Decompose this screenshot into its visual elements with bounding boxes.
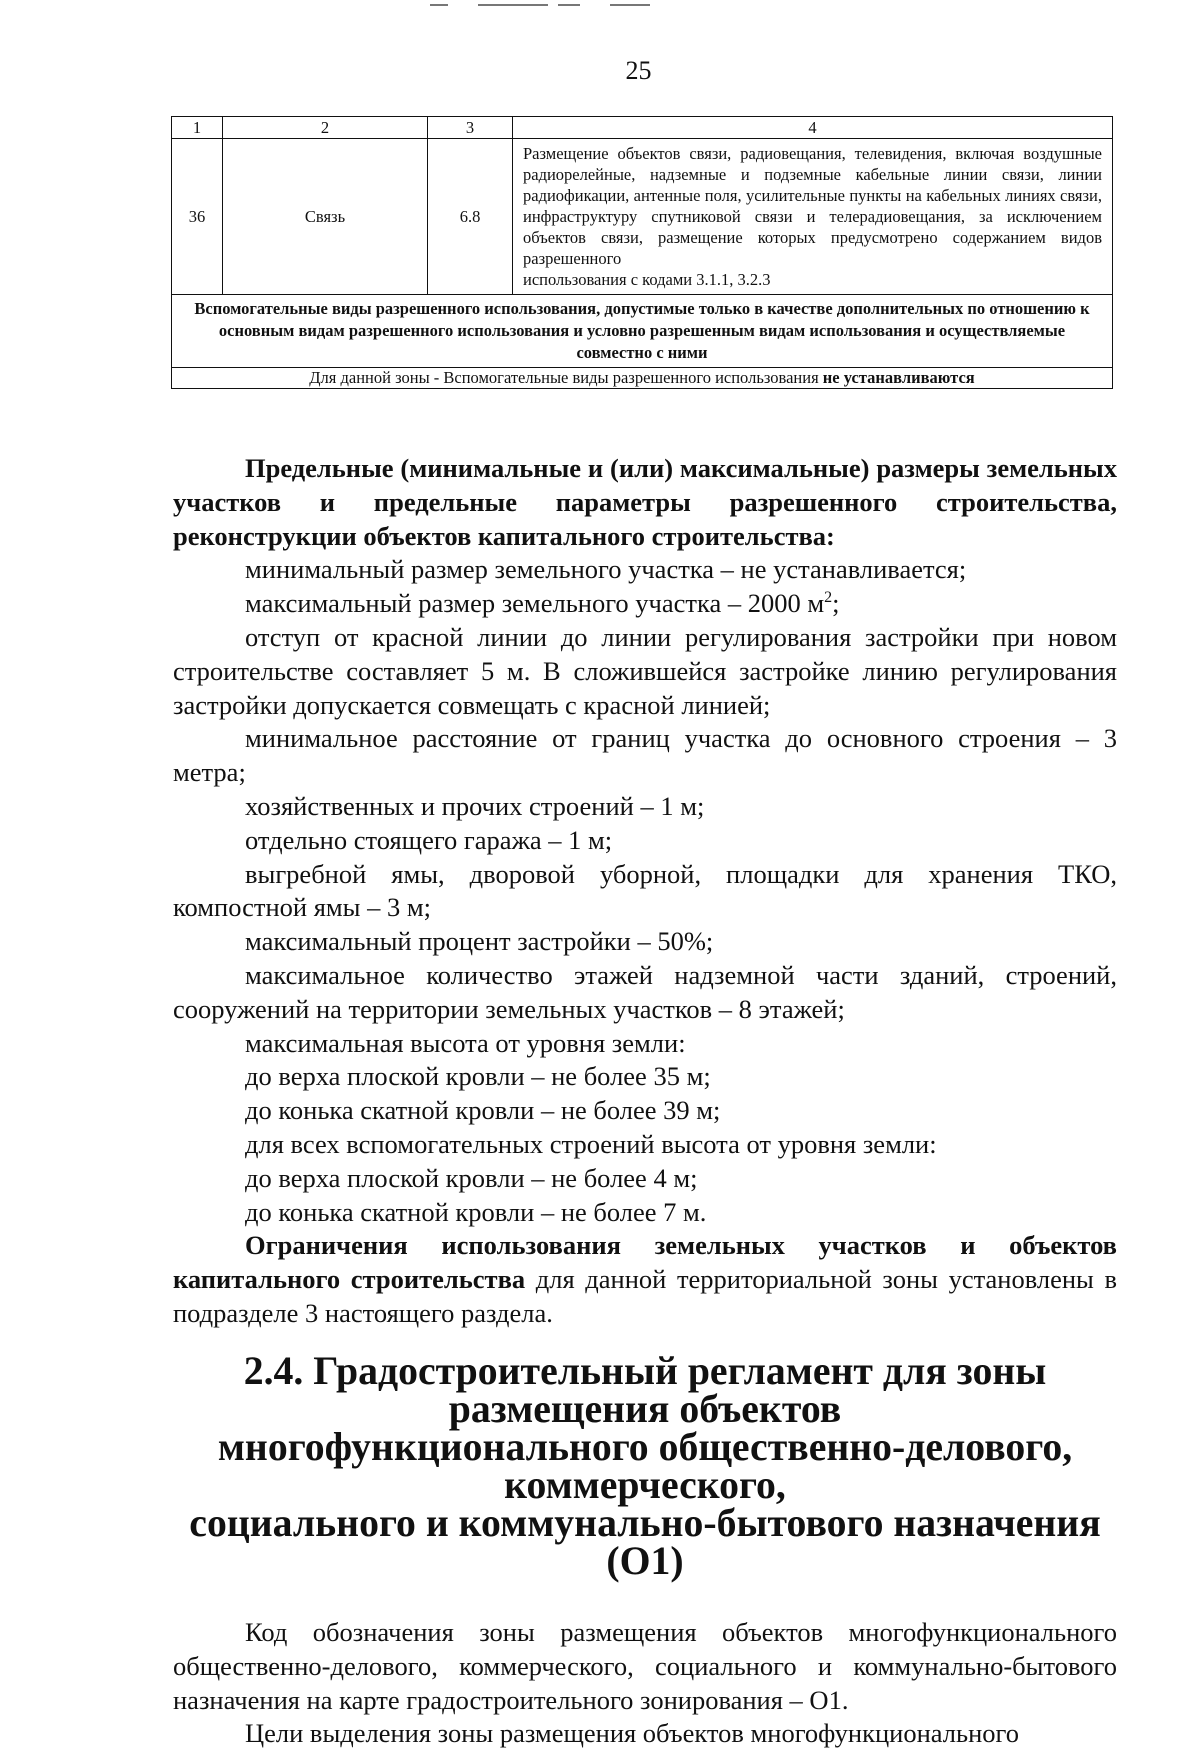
table-row [172, 139, 1113, 295]
paragraph: максимальное количество этажей надземной части зданий, строений, сооружений на территории земельных участков – 8 этажей; [173, 959, 1117, 1024]
aux-note-prefix: Для данной зоны - Вспомогательные виды разрешенного использования [309, 368, 819, 387]
section-title-line: многофункционального общественно-делового, коммерческого, [217, 1425, 1073, 1507]
table-header-row [172, 117, 1113, 139]
paragraph: минимальное расстояние от границ участка до основного строения – 3 метра; [173, 723, 1117, 788]
paragraph: максимальная высота от уровня земли: [245, 1027, 686, 1058]
zone-code-paragraph: Код обозначения зоны размещения объектов многофункционального общественно-делового, коммерческого, социального и коммунально-бытового назначения на карте градостроительного зонирования – О1. [173, 1617, 1117, 1715]
restrictions-bold: Ограничения использования земельных участков и объектов капитального строительства [173, 1230, 1117, 1295]
description-last-line: использования с кодами 3.1.1, 3.2.3 [523, 270, 771, 289]
paragraph: минимальный размер земельного участка – не устанавливается; [245, 554, 967, 585]
header-cell: 4 [513, 117, 1113, 139]
paragraph: до верха плоской кровли – не более 4 м; [245, 1162, 698, 1193]
header-cell: 1 [172, 117, 223, 139]
use-type-description [513, 139, 1113, 295]
land-use-table [171, 116, 1113, 389]
paragraph: до конька скатной кровли – не более 7 м. [245, 1196, 707, 1227]
paragraph: выгребной ямы, дворовой уборной, площадки для хранения ТКО, компостной ямы – 3 м; [173, 858, 1117, 923]
section-title-line: социального и коммунально-бытового назначения (О1) [189, 1501, 1101, 1583]
use-type-code: 6.8 [428, 139, 513, 295]
max-plot-text: максимальный размер земельного участка – 2000 м [245, 588, 825, 619]
section-title-line: 2.4. Градостроительный регламент для зоны размещения объектов [243, 1349, 1047, 1431]
row-number: 36 [172, 139, 223, 295]
auxiliary-uses-title: Вспомогательные виды разрешенного использования, допустимые только в качестве дополнительных по отношению к основным видам разрешенного использования и условно разрешенным видам использования и осуществляемые совместно с ними [172, 295, 1113, 368]
page-number: 25 [625, 56, 652, 85]
paragraph [173, 587, 1117, 621]
limits-section [173, 452, 1117, 1331]
limits-heading: Предельные (минимальные и (или) максимальные) размеры земельных участков и предельные параметры разрешенного строительства, реконструкции объектов капитального строительства: [173, 453, 1117, 551]
paragraph: максимальный процент застройки – 50%; [245, 926, 714, 957]
restrictions-paragraph [173, 1229, 1117, 1330]
table-row [172, 295, 1113, 368]
paragraph: до верха плоской кровли – не более 35 м; [245, 1061, 711, 1092]
description-text: Размещение объектов связи, радиовещания, телевидения, включая воздушные радиорелейные, надземные и подземные кабельные линии связи, линии радиофикации, антенные поля, усилительные пункты на кабельных линиях связи, инфраструктуру спутниковой связи и телерадиовещания, за исключением объектов связи, размещение которых предусмотрено содержанием видов разрешенного [523, 144, 1102, 268]
paragraph: хозяйственных и прочих строений – 1 м; [245, 790, 705, 821]
use-type-name: Связь [223, 139, 428, 295]
aux-note-bold: не устанавливаются [822, 368, 975, 387]
auxiliary-uses-note [172, 368, 1113, 389]
paragraph: для всех вспомогательных строений высота от уровня земли: [245, 1128, 937, 1159]
scan-artifact [430, 4, 660, 8]
section-2-4 [173, 1349, 1117, 1751]
superscript: 2 [824, 589, 833, 607]
zone-goals-paragraph: Цели выделения зоны размещения объектов многофункционального [245, 1718, 1019, 1749]
restrictions-rest: для данной территориальной зоны установлены в подразделе 3 настоящего раздела. [173, 1264, 1117, 1328]
header-cell: 3 [428, 117, 513, 139]
paragraph: отдельно стоящего гаража – 1 м; [245, 824, 613, 855]
header-cell: 2 [223, 117, 428, 139]
paragraph: до конька скатной кровли – не более 39 м; [245, 1095, 721, 1126]
section-title [173, 1349, 1117, 1583]
table-row [172, 368, 1113, 389]
paragraph: отступ от красной линии до линии регулирования застройки при новом строительстве составляет 5 м. В сложившейся застройке линию регулирования застройки допускается совмещать с красной линией; [173, 621, 1117, 720]
max-plot-end: ; [832, 588, 840, 619]
